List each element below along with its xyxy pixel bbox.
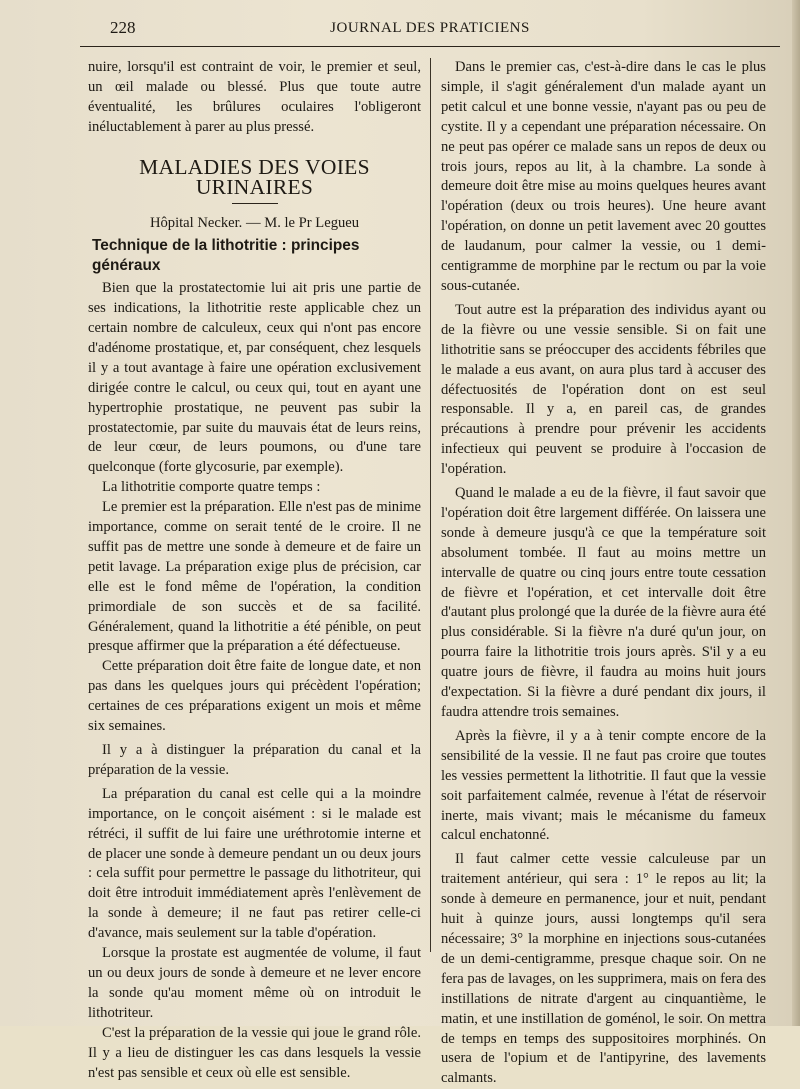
intro-paragraph: nuire, lorsqu'il est contraint de voir, le premier et seul, un œil malade ou blessé. Plus que toute autre éventualité, les brûlures oculaires l'obligeront inéluctablement à parer au plus pressé. xyxy=(88,59,421,135)
paragraph: Cette préparation doit être faite de longue date, et non pas dans les quelques jours qui précèdent l'opération; certaines de ces préparations exigent un mois et même six semaines. xyxy=(88,658,421,735)
section-title: MALADIES DES VOIES URINAIRES xyxy=(139,154,370,199)
paragraph: Tout autre est la préparation des individus ayant ou de la fièvre ou une vessie sensible. Si on fait une lithotritie sans se préoccuper des accidents fébriles que le malade a eus avant, on aura plus tard à accuser des défectuosités de l'opération dont on est seul responsable. Il y a, en pareil cas, de grandes précautions à prendre pour prévenir les accidents infectieux qui peuvent se produire à l'occasion de l'opération. xyxy=(441,301,766,478)
paragraph: La préparation du canal est celle qui a la moindre importance, on le conçoit aisément : si le malade est rétréci, il suffit de lui faire une uréthrotomie interne et de placer une sonde à demeure pendant un ou deux jours : cela suffit pour permettre le passage du lithotriteur, qui doit être introduit immédiatement après l'enlèvement de la sonde à demeure; il ne faut pas retirer celle-ci d'avance, mais seulement sur la table d'opération. xyxy=(88,785,421,942)
left-column xyxy=(88,58,421,1083)
paragraph: Lorsque la prostate est augmentée de volume, il faut un ou deux jours de sonde à demeure et ne lever encore la sonde qu'au moment même où on introduit le lithotriteur. xyxy=(88,945,421,1021)
paragraph: Après la fièvre, il y a à tenir compte encore de la sensibilité de la vessie. Il ne faut pas croire que toutes les vessies permettent la lithotritie. Il faut que la vessie soit parfaitement calmée, revenue à l'état de réservoir inerte, mais vivant; mais le mécanisme du fameux calcul enchatonné. xyxy=(441,727,766,844)
right-column xyxy=(441,58,766,1089)
paragraph: Dans le premier cas, c'est-à-dire dans le cas le plus simple, il s'agit généralement d'un malade ayant un petit calcul et une bonne vessie, n'ayant pas ou peu de cystite. Il y a cependant une préparation nécessaire. On ne peut pas opérer ce malade sans un repos de deux ou trois jours, repos au lit, à la chambre. La sonde à demeure doit être mise au moins quelques heures avant l'opération (deux ou trois heures). Une heure avant l'opération, on donne un petit lavement avec 20 gouttes de laudanum, pour calmer la vessie, ou 1 demi-centigramme de morphine par le rectum ou par la voie sous-cutanée. xyxy=(441,59,766,294)
header-rule xyxy=(80,46,780,47)
page-header xyxy=(80,18,780,44)
page-edge xyxy=(792,0,800,1026)
title-rule xyxy=(232,203,278,204)
paragraph: Bien que la prostatectomie lui ait pris une partie de ses indications, la lithotritie reste applicable chez un certain nombre de calculeux, ceux qui n'ont pas encore d'adénome prostatique, et, par conséquent, chez lesquels il y a tout avantage à faire une opération exclusivement dirigée contre le calcul, ou ceux qui, tout en ayant une hypertrophie prostatique, ne peuvent pas subir la prostatectomie, par suite du mauvais état de leurs reins, de leur cœur, de leurs poumons, ou d'une tare quelconque (forte glycosurie, par exemple). xyxy=(88,280,421,476)
paragraph: La lithotritie comporte quatre temps : xyxy=(102,479,321,496)
paragraph: Il y a à distinguer la préparation du canal et la préparation de la vessie. xyxy=(88,742,421,778)
article-subtitle: Technique de la lithotritie : principes généraux xyxy=(92,237,360,275)
hospital-line: Hôpital Necker. — M. le Pr Legueu xyxy=(149,215,360,232)
page-number: 228 xyxy=(110,18,136,37)
paragraph: Il faut calmer cette vessie calculeuse par un traitement antérieur, qui sera : 1° le repos au lit; la sonde à demeure en permanence, jour et nuit, pendant huit à quinze jours, aussi longtemps qu'il sera nécessaire; 3° la morphine en injections sous-cutanées de un demi-centigramme, presque chaque soir. On ne fera pas de lavages, on les supprimera, mais on fera des instillations de nitrate d'argent au cinquantième, le matin, et une instillation de goménol, le soir. On mettra de temps en temps des suppositoires morphinés. On usera de l'opium et de l'antipyrine, des lavements calmants. xyxy=(441,851,766,1087)
paragraph: C'est la préparation de la vessie qui joue le grand rôle. Il y a lieu de distinguer les cas dans lesquels la vessie n'est pas sensible et ceux où elle est sensible. xyxy=(88,1024,421,1081)
column-divider xyxy=(430,58,431,952)
paragraph: Quand le malade a eu de la fièvre, il faut savoir que l'opération doit être largement différée. On laissera une sonde à demeure jusqu'à ce que la température soit absolument tombée. Il faut au moins mettre un intervalle de quatre ou cinq jours entre toute cessation de fièvre et l'opération, et cet intervalle doit être d'autant plus prolongé que la durée de la fièvre aura été plus considérable. Si la fièvre n'a duré qu'un jour, on pourra faire la lithotritie trois jours après. S'il y a eu quatre jours de fièvre, il faudra au moins huit jours d'expectation. Si la fièvre a duré pendant dix jours, il faudra attendre trois semaines. xyxy=(441,485,766,720)
paragraph: Le premier est la préparation. Elle n'est pas de minime importance, comme on serait tenté de le croire. Il ne suffit pas de mettre une sonde à demeure et de faire un petit lavage. La préparation exige plus de précision, car elle est le fond même de l'opération, la condition primordiale de son succès et de sa facilité. Généralement, quand la lithotritie a été pénible, on peut presque affirmer que la préparation a été défectueuse. xyxy=(88,499,421,655)
journal-title: JOURNAL DES PRATICIENS xyxy=(330,20,530,36)
